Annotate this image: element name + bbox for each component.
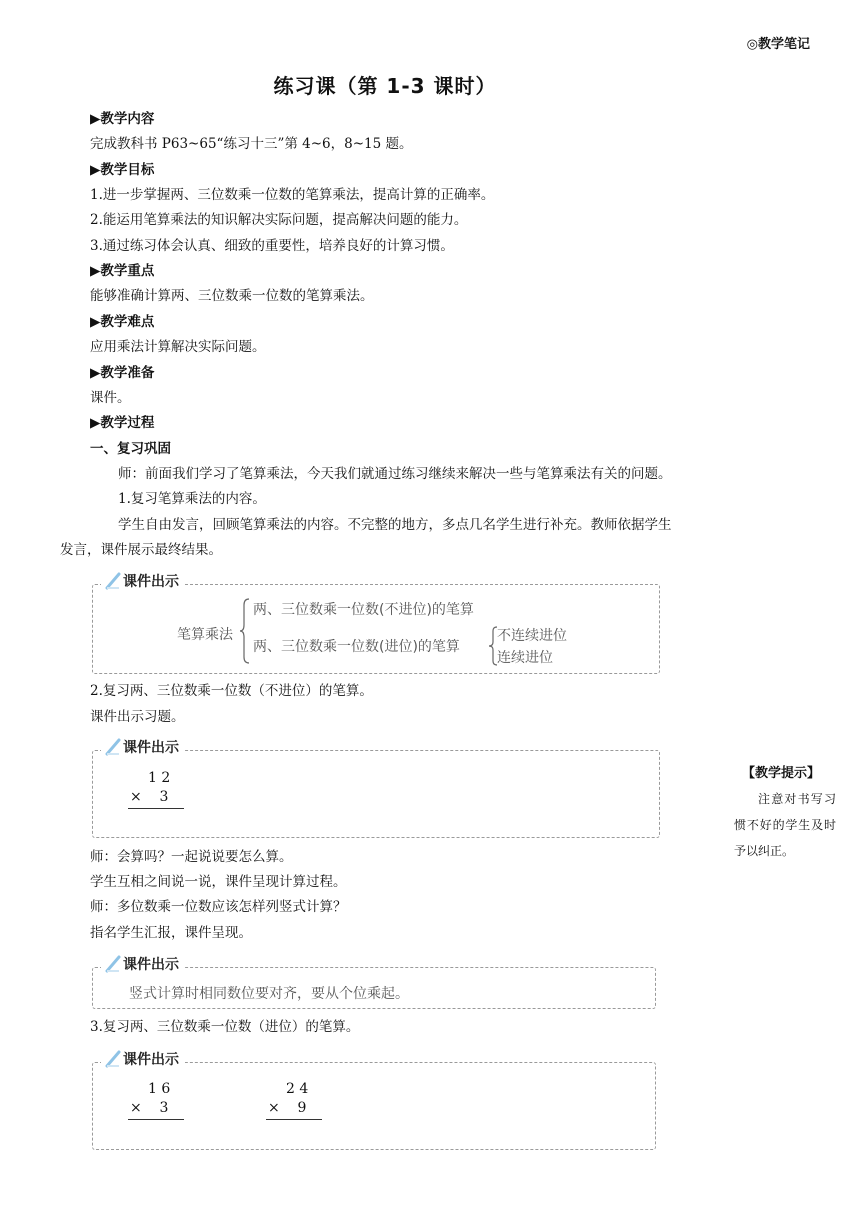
- goal-2: 2.能运用笔算乘法的知识解决实际问题，提高解决问题的能力。: [90, 212, 468, 228]
- tip-body: 注意对书写习惯不好的学生及时予以纠正。: [734, 792, 836, 858]
- calc-rule: [128, 1119, 184, 1120]
- prep-heading: ▶教学准备: [90, 365, 155, 381]
- calc-rule: [266, 1119, 322, 1120]
- prep-text: 课件。: [90, 390, 131, 406]
- courseware-tag: 课件出示: [101, 954, 185, 974]
- paragraph-7: 学生互相之间说一说，课件呈现计算过程。: [90, 874, 347, 890]
- content-heading: ▶教学内容: [90, 111, 155, 127]
- paragraph-1: 师：前面我们学习了笔算乘法，今天我们就通过练习继续来解决一些与笔算乘法有关的问题。: [118, 466, 672, 482]
- tree-sub-1: 不连续进位: [497, 628, 567, 644]
- courseware-tag: 课件出示: [101, 1049, 185, 1069]
- paragraph-10: 3.复习两、三位数乘一位数（进位）的笔算。: [90, 1019, 360, 1035]
- note-label: ◎教学笔记: [746, 37, 810, 52]
- tree-branch-2: 两、三位数乘一位数(进位)的笔算: [253, 639, 460, 655]
- pen-stroke-icon: [105, 738, 121, 756]
- key-heading: ▶教学重点: [90, 263, 155, 279]
- courseware-box-1: [92, 574, 660, 674]
- goal-3: 3.通过练习体会认真、细致的重要性，培养良好的计算习惯。: [90, 238, 454, 254]
- tree-sub-2: 连续进位: [497, 650, 553, 666]
- rule-text: 竖式计算时相同数位要对齐，要从个位乘起。: [129, 986, 409, 1002]
- courseware-tag: 课件出示: [101, 571, 185, 591]
- vertical-calc-bottom: × 3: [130, 789, 169, 805]
- paragraph-2: 1.复习笔算乘法的内容。: [118, 491, 266, 507]
- tree-branch-1: 两、三位数乘一位数(不进位)的笔算: [253, 602, 474, 618]
- vertical-calc-b-bottom: × 9: [268, 1100, 307, 1116]
- goal-heading: ▶教学目标: [90, 162, 155, 178]
- vertical-calc-top: 1 2: [148, 770, 171, 786]
- paragraph-5: 课件出示习题。: [90, 709, 185, 725]
- tree-root: 笔算乘法: [177, 627, 233, 643]
- paragraph-6: 师：会算吗？一起说说要怎么算。: [90, 849, 293, 865]
- content-text: 完成教科书 P63~65“练习十三”第 4~6，8~15 题。: [90, 136, 413, 152]
- page-title: 练习课（第 1-3 课时）: [273, 74, 497, 98]
- pen-stroke-icon: [105, 955, 121, 973]
- brace-icon: [239, 597, 251, 665]
- paragraph-3a: 学生自由发言，回顾笔算乘法的内容。不完整的地方，多点几名学生进行补充。教师依据学生: [118, 517, 672, 533]
- key-text: 能够准确计算两、三位数乘一位数的笔算乘法。: [90, 288, 374, 304]
- difficulty-text: 应用乘法计算解决实际问题。: [90, 339, 266, 355]
- process-heading: ▶教学过程: [90, 415, 155, 431]
- paragraph-9: 指名学生汇报，课件呈现。: [90, 925, 252, 941]
- part-1-heading: 一、复习巩固: [90, 441, 171, 457]
- paragraph-8: 师：多位数乘一位数应该怎样列竖式计算？: [90, 899, 347, 915]
- difficulty-heading: ▶教学难点: [90, 314, 155, 330]
- courseware-box-3: [92, 957, 656, 1009]
- paragraph-4: 2.复习两、三位数乘一位数（不进位）的笔算。: [90, 683, 373, 699]
- pen-stroke-icon: [105, 1050, 121, 1068]
- vertical-calc-b-top: 2 4: [286, 1081, 309, 1097]
- vertical-calc-a-bottom: × 3: [130, 1100, 169, 1116]
- courseware-box-4: [92, 1052, 656, 1150]
- paragraph-3b: 发言，课件展示最终结果。: [60, 542, 222, 558]
- vertical-calc-a-top: 1 6: [148, 1081, 171, 1097]
- pen-stroke-icon: [105, 572, 121, 590]
- courseware-box-2: [92, 740, 660, 838]
- calc-rule: [128, 808, 184, 809]
- goal-1: 1.进一步掌握两、三位数乘一位数的笔算乘法，提高计算的正确率。: [90, 187, 495, 203]
- tip-heading: 【教学提示】: [742, 766, 821, 781]
- courseware-tag: 课件出示: [101, 737, 185, 757]
